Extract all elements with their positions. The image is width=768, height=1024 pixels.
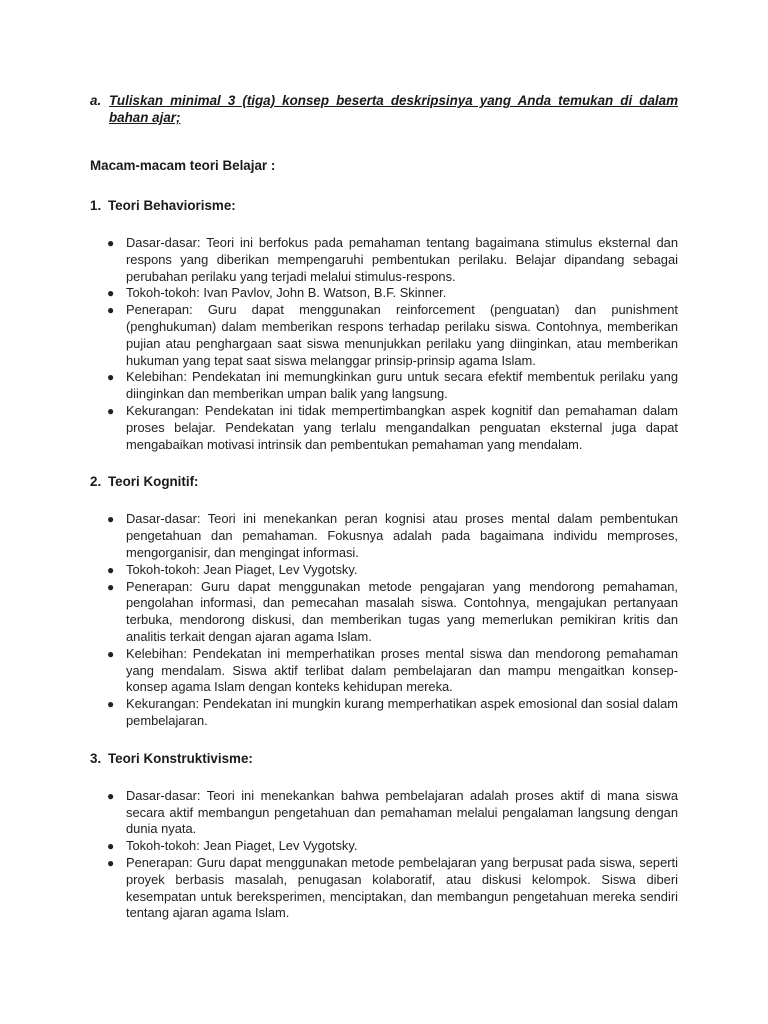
list-item-text: Kelebihan: Pendekatan ini memperhatikan proses mental siswa dan mendorong pemahaman yang mendalam. Siswa aktif terlibat dalam pembelajaran dan mampu mengaitkan konsep-konsep agama Islam dengan konteks kehidupan mereka. [126, 645, 678, 695]
list-item-text: Tokoh-tokoh: Ivan Pavlov, John B. Watson, B.F. Skinner. [126, 285, 447, 301]
list-item [107, 369, 678, 403]
bullet-icon: ● [107, 286, 115, 301]
list-item [107, 696, 678, 730]
bullet-icon: ● [107, 562, 115, 577]
list-item-text: Dasar-dasar: Teori ini berfokus pada pemahaman tentang bagaimana stimulus eksternal dan respons yang diberikan mempengaruhi pembentukan perilaku. Belajar dipandang sebagai perubahan perilaku yang terjadi melalui stimulus-respons. [126, 235, 678, 284]
question-marker: a. [90, 93, 102, 108]
bullet-icon: ● [107, 855, 115, 870]
bullet-icon: ● [107, 788, 115, 803]
bullet-icon: ● [107, 403, 115, 418]
list-item [107, 235, 678, 285]
list-item-text: Dasar-dasar: Teori ini menekankan bahwa pembelajaran adalah proses aktif di mana siswa secara aktif membangun pengetahuan dan pemahaman melalui pengalaman langsung dengan dunia nyata. [126, 787, 678, 837]
list-item-text: Penerapan: Guru dapat menggunakan reinforcement (penguatan) dan punishment (penghukuman) dalam memberikan respons terhadap perilaku siswa. Contohnya, memberikan pujian atau penghargaan saat siswa menunjukkan perilaku yang diinginkan, atau memberikan hukuman yang tepat saat siswa melanggar prinsip-prinsip agama Islam. [126, 302, 678, 368]
bullet-icon: ● [107, 303, 115, 318]
section-title-text: Teori Konstruktivisme: [108, 750, 253, 766]
bullet-icon: ● [107, 236, 115, 250]
list-item-text: Dasar-dasar: Teori ini menekankan peran kognisi atau proses mental dalam pembentukan pengetahuan dan pemahaman. Fokusnya adalah pada bagaimana individu memproses, mengorganisir, dan mengingat informasi. [126, 511, 678, 560]
list-item [107, 854, 678, 922]
question-text: Tuliskan minimal 3 (tiga) konsep beserta deskripsinya yang Anda temukan di dalam bahan ajar; [109, 93, 678, 125]
section-title-kognitif [90, 473, 678, 490]
list-item [107, 787, 678, 838]
list-item-text: Penerapan: Guru dapat menggunakan metode pembelajaran yang berpusat pada siswa, seperti proyek berbasis masalah, penugasan kolaboratif, atau diskusi kelompok. Siswa diberi kesempatan untuk bereksperimen, menciptakan, dan membangun pengetahuan mereka sendiri tentang ajaran agama Islam. [126, 854, 678, 921]
list-item [107, 511, 678, 561]
list-item [107, 302, 678, 369]
list-item-text: Tokoh-tokoh: Jean Piaget, Lev Vygotsky. [126, 838, 358, 854]
section-points-konstruktivisme [90, 788, 678, 922]
intro-heading: Macam-macam teori Belajar : [90, 158, 276, 173]
list-item-text: Kekurangan: Pendekatan ini tidak mempertimbangkan aspek kognitif dan pemahaman dalam proses belajar. Pendekatan yang terlalu mengandalkan penguatan eksternal juga dapat mengabaikan motivasi intrinsik dan pembentukan pemahaman yang mendalam. [126, 402, 678, 452]
section-title-konstruktivisme [90, 750, 678, 767]
list-item-text: Penerapan: Guru dapat menggunakan metode pengajaran yang mendorong pemahaman, pengolahan informasi, dan pemecahan masalah siswa. Contohnya, mengajukan pertanyaan terbuka, mendorong diskusi, dan memberikan tugas yang memerlukan pemikiran kritis dan analitis terkait dengan ajaran agama Islam. [126, 578, 678, 644]
question-line [90, 92, 678, 126]
bullet-icon: ● [107, 646, 115, 661]
section-title-behaviorisme [90, 197, 678, 214]
section-number: 2. [90, 474, 102, 490]
section-title-text: Teori Behaviorisme: [108, 198, 236, 213]
list-item-text: Kelebihan: Pendekatan ini memungkinkan guru untuk secara efektif membentuk perilaku yang diinginkan dan memberikan umpan balik yang langsung. [126, 369, 678, 402]
list-item [107, 402, 678, 453]
list-item [107, 645, 678, 696]
list-item-text: Tokoh-tokoh: Jean Piaget, Lev Vygotsky. [126, 561, 358, 577]
section-points-behaviorisme [90, 235, 678, 453]
section-number: 1. [90, 198, 102, 213]
list-item-text: Kekurangan: Pendekatan ini mungkin kurang memperhatikan aspek emosional dan sosial dalam pembelajaran. [126, 696, 678, 728]
bullet-icon: ● [107, 370, 115, 385]
list-item [107, 838, 678, 855]
list-item [107, 285, 678, 302]
bullet-icon: ● [107, 579, 115, 594]
section-title-text: Teori Kognitif: [108, 474, 199, 490]
section-points-kognitif [90, 511, 678, 729]
bullet-icon: ● [107, 512, 115, 527]
list-item [107, 578, 678, 646]
list-item [107, 561, 678, 579]
bullet-icon: ● [107, 697, 115, 712]
bullet-icon: ● [107, 839, 115, 854]
section-number: 3. [90, 750, 102, 766]
